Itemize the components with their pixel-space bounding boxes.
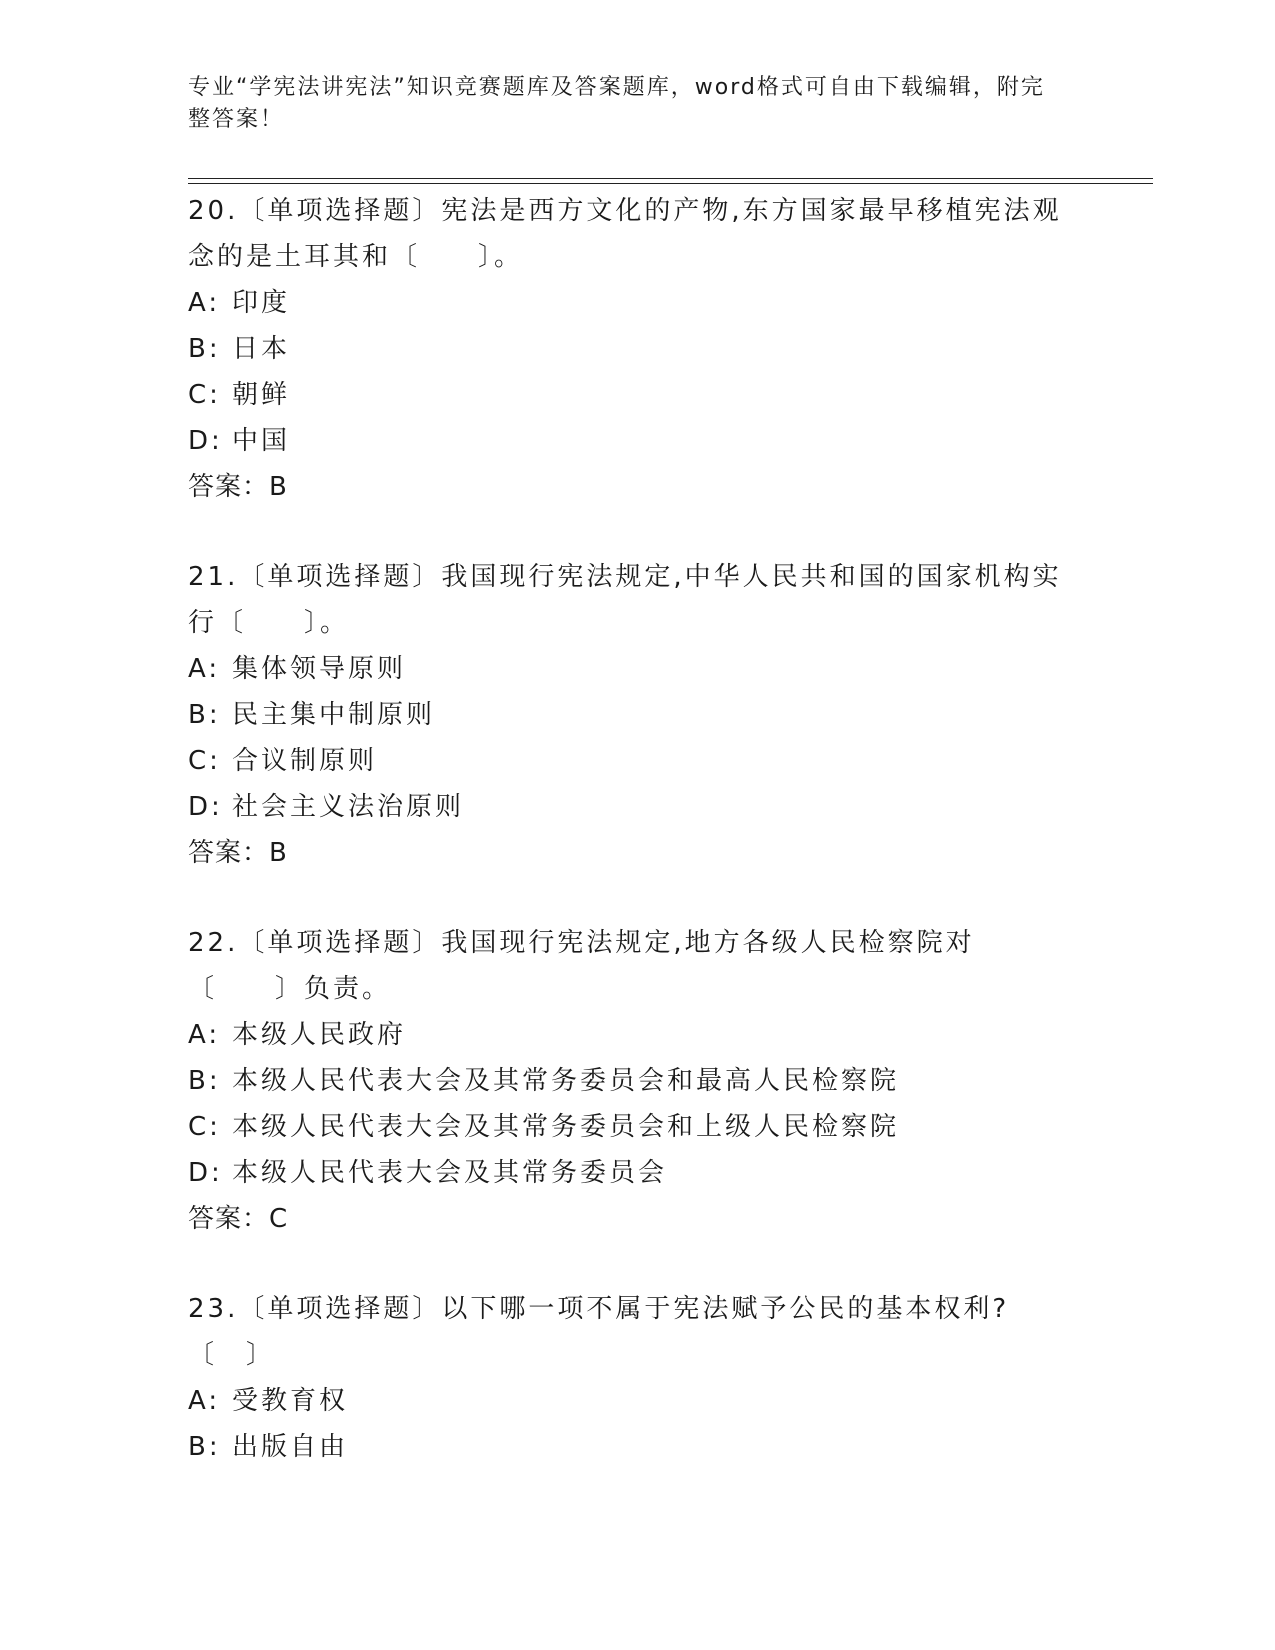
option-text: 社会主义法治原则 [232, 792, 465, 822]
option-text: 合议制原则 [232, 746, 378, 776]
question-block [188, 1286, 1068, 1470]
option-text: 本级人民政府 [232, 1020, 407, 1050]
option-c [188, 372, 1068, 418]
option-c [188, 738, 1068, 784]
option-letter: B: [188, 700, 221, 730]
option-b [188, 326, 1068, 372]
option-c [188, 1104, 1068, 1150]
question-block [188, 188, 1068, 510]
option-text: 受教育权 [232, 1386, 349, 1416]
option-letter: D: [188, 1158, 223, 1188]
option-text: 集体领导原则 [232, 654, 407, 684]
question-block [188, 554, 1068, 876]
header-divider-top [188, 178, 1153, 179]
option-letter: C: [188, 380, 221, 410]
option-letter: D: [188, 426, 223, 456]
option-letter: B: [188, 334, 221, 364]
option-a [188, 280, 1068, 326]
option-letter: A: [188, 288, 221, 318]
answer-line: 答案：C [188, 1204, 289, 1234]
option-b [188, 1424, 1068, 1470]
question-stem: 22.〔单项选择题〕我国现行宪法规定,地方各级人民检察院对〔 〕负责。 [188, 928, 975, 1004]
option-letter: A: [188, 1020, 221, 1050]
header-divider-bottom [188, 183, 1153, 184]
option-d [188, 1150, 1068, 1196]
option-letter: C: [188, 1112, 221, 1142]
question-stem: 23.〔单项选择题〕以下哪一项不属于宪法赋予公民的基本权利?〔 〕 [188, 1294, 1010, 1370]
question-stem: 20.〔单项选择题〕宪法是西方文化的产物,东方国家最早移植宪法观念的是土耳其和〔 〕。 [188, 196, 1062, 272]
answer-line: 答案：B [188, 838, 288, 868]
option-letter: A: [188, 654, 221, 684]
option-a [188, 646, 1068, 692]
option-text: 中国 [232, 426, 291, 456]
option-text: 朝鲜 [232, 380, 291, 410]
option-b [188, 692, 1068, 738]
option-d [188, 784, 1068, 830]
option-letter: C: [188, 746, 221, 776]
document-header: 专业“学宪法讲宪法”知识竞赛题库及答案题库，word格式可自由下载编辑，附完整答案！ [188, 75, 1045, 132]
option-text: 民主集中制原则 [232, 700, 436, 730]
option-text: 日本 [232, 334, 291, 364]
option-text: 本级人民代表大会及其常务委员会和最高人民检察院 [232, 1066, 900, 1096]
option-letter: B: [188, 1432, 221, 1462]
option-letter: D: [188, 792, 223, 822]
option-text: 出版自由 [232, 1432, 349, 1462]
option-a [188, 1012, 1068, 1058]
option-text: 本级人民代表大会及其常务委员会和上级人民检察院 [232, 1112, 900, 1142]
option-a [188, 1378, 1068, 1424]
option-d [188, 418, 1068, 464]
option-text: 印度 [232, 288, 291, 318]
option-b [188, 1058, 1068, 1104]
answer-line: 答案：B [188, 472, 288, 502]
option-letter: A: [188, 1386, 221, 1416]
question-block [188, 920, 1068, 1242]
option-letter: B: [188, 1066, 221, 1096]
option-text: 本级人民代表大会及其常务委员会 [232, 1158, 668, 1188]
question-stem: 21.〔单项选择题〕我国现行宪法规定,中华人民共和国的国家机构实行〔 〕。 [188, 562, 1062, 638]
